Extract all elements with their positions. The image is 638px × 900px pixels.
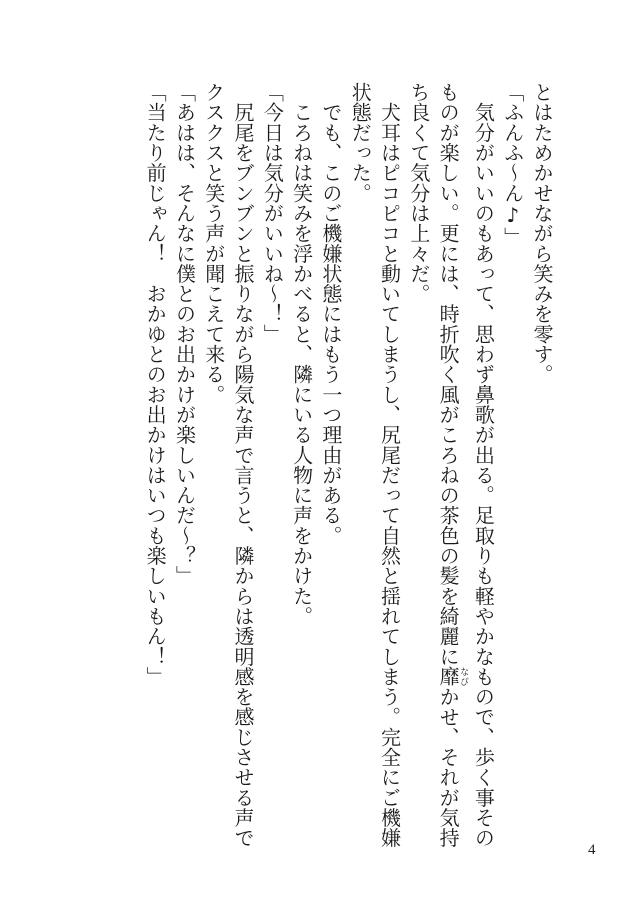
- text-line: 「今日は気分がいいね～！」: [260, 82, 285, 344]
- text-line: 犬耳はピコピコと動いてしまうし、尻尾だって自然と揺れてしまう。完全にご機嫌: [377, 82, 402, 848]
- text-line: 尻尾をブンブンと振りながら陽気な声で言うと、隣からは透明感を感じさせる声で: [231, 82, 256, 848]
- ruby-reading: なび: [458, 666, 469, 687]
- text-line: 状態だった。: [348, 82, 373, 203]
- ruby-base: 靡: [436, 666, 461, 687]
- text-line: 「ふんふ～ん♪」: [500, 82, 525, 248]
- text-line: とはためかせながら笑みを零す。: [530, 82, 554, 385]
- text-line: 「当たり前じゃん！ おかゆとのお出かけはいつも楽しいもん！」: [143, 82, 168, 687]
- text-line: ころねは笑みを浮かべると、隣にいる人物に声をかけた。: [289, 82, 314, 627]
- vertical-text-block: [140, 82, 556, 848]
- page-number: 4: [588, 842, 596, 858]
- text-line: でも、このご機嫌状態にはもう一つ理由がある。: [318, 82, 343, 546]
- text-line-tail: かせ、それが気持: [436, 686, 461, 848]
- ruby-annotation: [436, 666, 469, 687]
- text-line-with-ruby: [433, 82, 469, 848]
- text-line: クスクスと笑う声が聞こえて来る。: [201, 82, 226, 405]
- text-line: 気分がいいのもあって、思わず鼻歌が出る。足取りも軽やかなもので、歩く事その: [471, 82, 496, 848]
- text-line: 「あはは、そんなに僕とのお出かけが楽しいんだ～？」: [172, 82, 197, 586]
- text-line-head: ものが楽しい。更には、時折吹く風がころねの茶色の髪を綺麗に: [436, 82, 461, 667]
- text-line: ち良くて気分は上々だ。: [406, 82, 431, 304]
